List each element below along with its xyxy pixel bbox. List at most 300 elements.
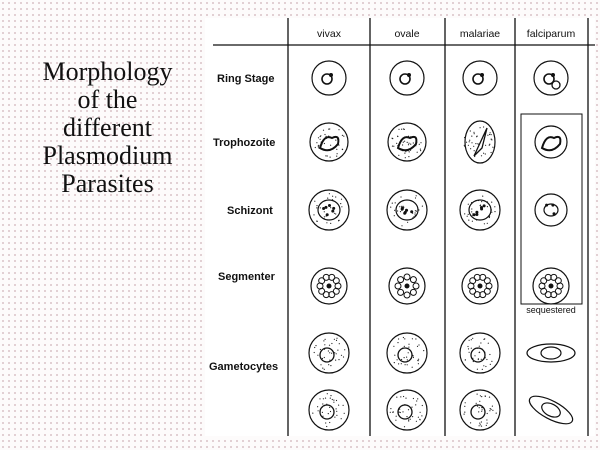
stipple-dot [420, 149, 421, 150]
stipple-dot [331, 353, 332, 354]
merozoite-nucleus [551, 204, 554, 207]
stipple-dot [322, 403, 323, 404]
stipple-dot [394, 215, 395, 216]
stipple-dot [480, 127, 481, 128]
stipple-dot [330, 207, 331, 208]
stipple-dot [422, 405, 423, 406]
stipple-dot [340, 203, 341, 204]
stipple-dot [471, 208, 472, 209]
stipple-dot [471, 136, 472, 137]
stipple-dot [327, 198, 328, 199]
merozoite-nucleus [545, 204, 548, 207]
cell-membrane [387, 390, 427, 430]
cell-schizont-2 [460, 190, 500, 230]
stipple-dot [491, 134, 492, 135]
stipple-dot [489, 134, 490, 135]
stipple-dot [469, 352, 470, 353]
stipple-dot [393, 411, 394, 412]
stipple-dot [480, 424, 481, 425]
stipple-dot [323, 130, 324, 131]
stipple-dot [478, 411, 479, 412]
stipple-dot [408, 419, 409, 420]
cell-drawings [309, 61, 576, 430]
cell-gametocyte-0-0 [309, 333, 349, 373]
stipple-dot [396, 143, 397, 144]
stipple-dot [327, 393, 328, 394]
stipple-dot [344, 349, 345, 350]
diagram-canvas [205, 18, 595, 436]
pigment-center [327, 284, 332, 289]
stipple-dot [338, 129, 339, 130]
title-line-3: different [62, 113, 153, 142]
cell-gametocyte-1-1 [387, 390, 427, 430]
amoeboid-trophozoite [398, 137, 416, 150]
cell-ring-0 [312, 61, 346, 95]
stipple-dot [334, 339, 335, 340]
cell-gametocyte-0-3 [527, 344, 575, 362]
cell-membrane [312, 61, 346, 95]
stipple-dot [422, 206, 423, 207]
stipple-dot [341, 418, 342, 419]
stipple-dot [397, 136, 398, 137]
stipple-dot [479, 346, 480, 347]
stipple-dot [335, 140, 336, 141]
stipple-dot [487, 206, 488, 207]
stipple-dot [400, 412, 401, 413]
stipple-dot [470, 148, 471, 149]
stipple-dot [474, 150, 475, 151]
species-header-malariae: malariae [459, 28, 501, 40]
stipple-dot [464, 213, 465, 214]
stipple-dot [468, 214, 469, 215]
stipple-dot [496, 413, 497, 414]
cell-gametocyte-0-1 [387, 333, 427, 373]
stipple-dot [423, 350, 424, 351]
stipple-dot [491, 409, 492, 410]
stipple-dot [483, 126, 484, 127]
cell-ring-1 [390, 61, 424, 95]
stipple-dot [479, 352, 480, 353]
stipple-dot [329, 352, 330, 353]
stipple-dot [404, 129, 405, 130]
species-header-vivax: vivax [317, 28, 341, 40]
stipple-dot [390, 207, 391, 208]
cell-membrane [309, 390, 349, 430]
sequestered-note: sequestered [526, 305, 576, 315]
chromatin-dot [551, 73, 555, 77]
stipple-dot [490, 408, 491, 409]
merozoite-nucleus [553, 212, 556, 215]
stipple-dot [480, 395, 481, 396]
stipple-dot [485, 145, 486, 146]
stipple-dot [398, 338, 399, 339]
stipple-dot [468, 204, 469, 205]
pigment-center [549, 284, 554, 289]
stipple-dot [320, 139, 321, 140]
band-trophozoite [474, 128, 487, 156]
merozoite [395, 283, 401, 289]
gametocyte-nucleus [320, 348, 334, 362]
stipple-dot [486, 359, 487, 360]
morphology-diagram [205, 18, 595, 436]
stipple-dot [421, 415, 422, 416]
stipple-dot [420, 412, 421, 413]
stipple-dot [417, 398, 418, 399]
cell-membrane [535, 194, 567, 226]
stipple-dot [400, 196, 401, 197]
cell-segmenter-3 [533, 268, 569, 304]
stipple-dot [393, 146, 394, 147]
stipple-dot [320, 364, 321, 365]
stipple-dot [494, 206, 495, 207]
stipple-dot [315, 147, 316, 148]
stipple-dot [336, 415, 337, 416]
title-line-1: Morphology [42, 57, 173, 86]
stipple-dot [343, 356, 344, 357]
stipple-dot [316, 205, 317, 206]
amoeboid-trophozoite [320, 137, 338, 150]
stipple-dot [477, 369, 478, 370]
stipple-dot [408, 352, 409, 353]
cell-gametocyte-1-3 [526, 391, 577, 429]
stipple-dot [318, 410, 319, 411]
stipple-dot [480, 205, 481, 206]
stipple-dot [394, 210, 395, 211]
stipple-dot [474, 355, 475, 356]
cell-membrane [390, 61, 424, 95]
stipple-dot [401, 359, 402, 360]
stipple-dot [408, 144, 409, 145]
stipple-dot [490, 132, 491, 133]
stipple-dot [398, 363, 399, 364]
stipple-dot [469, 141, 470, 142]
stipple-dot [404, 357, 405, 358]
stipple-dot [486, 425, 487, 426]
stipple-dot [485, 366, 486, 367]
stipple-dot [489, 354, 490, 355]
stipple-dot [330, 395, 331, 396]
stipple-dot [420, 150, 421, 151]
merozoite-nucleus [410, 210, 413, 213]
merozoite [413, 283, 419, 289]
stipple-dot [325, 398, 326, 399]
title-line-2: of the [77, 85, 138, 114]
stipple-dot [420, 419, 421, 420]
stipple-dot [408, 409, 409, 410]
amoeboid-trophozoite [542, 137, 560, 150]
stipple-dot [320, 349, 321, 350]
stipple-dot [338, 359, 339, 360]
stipple-dot [407, 142, 408, 143]
stipple-dot [409, 151, 410, 152]
cell-schizont-0 [309, 190, 349, 230]
stipple-dot [325, 422, 326, 423]
stipple-dot [472, 221, 473, 222]
stipple-dot [317, 221, 318, 222]
stipple-dot [410, 144, 411, 145]
stipple-dot [418, 417, 419, 418]
stipple-dot [330, 365, 331, 366]
stipple-dot [412, 338, 413, 339]
stipple-dot [407, 359, 408, 360]
stipple-dot [417, 346, 418, 347]
stage-label-schizont: Schizont [227, 205, 273, 217]
stipple-dot [338, 220, 339, 221]
stipple-dot [314, 347, 315, 348]
stipple-dot [469, 340, 470, 341]
slide-title [10, 58, 205, 198]
ring-parasite [552, 81, 560, 89]
cell-trophozoite-3 [535, 126, 567, 158]
stipple-dot [491, 202, 492, 203]
stipple-dot [401, 206, 402, 207]
stipple-dot [324, 134, 325, 135]
stipple-dot [342, 135, 343, 136]
stipple-dot [410, 419, 411, 420]
stipple-dot [403, 142, 404, 143]
stipple-dot [408, 143, 409, 144]
stipple-dot [418, 363, 419, 364]
pigment-center [478, 284, 483, 289]
stipple-dot [392, 203, 393, 204]
stipple-dot [399, 206, 400, 207]
stipple-dot [487, 413, 488, 414]
stipple-dot [322, 412, 323, 413]
stipple-dot [494, 211, 495, 212]
stipple-dot [490, 364, 491, 365]
stipple-dot [396, 416, 397, 417]
stipple-dot [408, 156, 409, 157]
stipple-dot [408, 347, 409, 348]
stipple-dot [487, 223, 488, 224]
stipple-dot [392, 146, 393, 147]
stipple-dot [491, 361, 492, 362]
stipple-dot [492, 410, 493, 411]
stipple-dot [342, 149, 343, 150]
stipple-dot [404, 346, 405, 347]
stipple-dot [328, 129, 329, 130]
stipple-dot [390, 408, 391, 409]
stipple-dot [325, 155, 326, 156]
stipple-dot [404, 338, 405, 339]
stipple-dot [413, 357, 414, 358]
stipple-dot [324, 357, 325, 358]
title-line-5: Parasites [61, 169, 154, 198]
merozoite-nucleus [322, 207, 325, 210]
stipple-dot [467, 346, 468, 347]
stipple-dot [343, 136, 344, 137]
chromatin-dot [407, 73, 411, 77]
cell-schizont-1 [387, 190, 427, 230]
stipple-dot [469, 140, 470, 141]
stipple-dot [416, 195, 417, 196]
stipple-dot [404, 141, 405, 142]
stipple-dot [479, 407, 480, 408]
stipple-dot [332, 196, 333, 197]
cell-membrane [463, 61, 497, 95]
stipple-dot [328, 413, 329, 414]
stipple-dot [338, 405, 339, 406]
stipple-dot [408, 420, 409, 421]
cell-trophozoite-2 [464, 121, 495, 163]
stipple-dot [401, 363, 402, 364]
stipple-dot [339, 343, 340, 344]
merozoite-nucleus [332, 207, 335, 210]
cell-gametocyte-1-2 [460, 390, 500, 430]
stipple-dot [318, 137, 319, 138]
stipple-dot [407, 364, 408, 365]
stipple-dot [341, 355, 342, 356]
stipple-dot [317, 406, 318, 407]
stipple-dot [392, 138, 393, 139]
cell-membrane [534, 61, 568, 95]
species-header-ovale: ovale [394, 28, 420, 40]
stipple-dot [464, 406, 465, 407]
stipple-dot [473, 132, 474, 133]
stipple-dot [474, 133, 475, 134]
stipple-dot [415, 210, 416, 211]
stipple-dot [402, 144, 403, 145]
stipple-dot [465, 359, 466, 360]
stipple-dot [416, 400, 417, 401]
stipple-dot [333, 402, 334, 403]
stipple-dot [407, 222, 408, 223]
stipple-dot [400, 396, 401, 397]
stipple-dot [327, 155, 328, 156]
cell-segmenter-2 [462, 268, 498, 304]
stipple-dot [483, 339, 484, 340]
cell-membrane [309, 190, 349, 230]
stipple-dot [416, 421, 417, 422]
stipple-dot [418, 360, 419, 361]
stipple-dot [343, 405, 344, 406]
stipple-dot [341, 199, 342, 200]
stipple-dot [486, 419, 487, 420]
merozoite-nucleus [480, 208, 483, 211]
stipple-dot [419, 144, 420, 145]
stipple-dot [465, 402, 466, 403]
stipple-dot [464, 414, 465, 415]
stage-label-ring: Ring Stage [217, 73, 275, 85]
stipple-dot [406, 357, 407, 358]
stipple-dot [483, 153, 484, 154]
stipple-dot [488, 343, 489, 344]
stipple-dot [481, 421, 482, 422]
cell-membrane [526, 391, 577, 429]
stipple-dot [330, 145, 331, 146]
stipple-dot [335, 213, 336, 214]
stipple-dot [412, 416, 413, 417]
schizont-mass [469, 200, 491, 220]
stipple-dot [337, 153, 338, 154]
merozoite-nucleus [401, 208, 404, 211]
stipple-dot [485, 153, 486, 154]
gametocyte-nucleus [398, 348, 412, 362]
stipple-dot [335, 196, 336, 197]
stipple-dot [335, 360, 336, 361]
stipple-dot [395, 202, 396, 203]
stipple-dot [329, 193, 330, 194]
stipple-dot [336, 408, 337, 409]
stipple-dot [323, 398, 324, 399]
title-line-4: Plasmodium [42, 141, 173, 170]
stipple-dot [317, 355, 318, 356]
stipple-dot [477, 136, 478, 137]
crescent-gametocyte [541, 347, 561, 359]
species-header-falciparum: falciparum [526, 28, 576, 40]
stipple-dot [471, 142, 472, 143]
cell-membrane [460, 333, 500, 373]
stipple-dot [398, 129, 399, 130]
merozoite [410, 289, 416, 295]
stipple-dot [418, 359, 419, 360]
cell-gametocyte-1-0 [309, 390, 349, 430]
stipple-dot [464, 145, 465, 146]
stipple-dot [319, 398, 320, 399]
chromatin-dot [329, 73, 333, 77]
stipple-dot [336, 149, 337, 150]
merozoite [404, 274, 410, 280]
stage-label-gametocytes: Gametocytes [209, 361, 279, 373]
merozoite [398, 289, 404, 295]
stipple-dot [398, 155, 399, 156]
stipple-dot [415, 197, 416, 198]
stipple-dot [334, 213, 335, 214]
stipple-dot [337, 350, 338, 351]
stipple-dot [403, 337, 404, 338]
stipple-dot [331, 343, 332, 344]
stipple-dot [336, 340, 337, 341]
stipple-dot [397, 359, 398, 360]
stipple-dot [485, 396, 486, 397]
cell-trophozoite-0 [310, 123, 348, 161]
cell-trophozoite-1 [388, 123, 426, 161]
stipple-dot [471, 348, 472, 349]
stipple-dot [326, 426, 327, 427]
stipple-dot [477, 143, 478, 144]
stipple-dot [464, 137, 465, 138]
merozoite-nucleus [475, 211, 478, 214]
stipple-dot [479, 425, 480, 426]
stipple-dot [476, 403, 477, 404]
stipple-dot [328, 364, 329, 365]
stipple-dot [330, 398, 331, 399]
stipple-dot [468, 348, 469, 349]
cell-gametocyte-0-2 [460, 333, 500, 373]
stipple-dot [336, 400, 337, 401]
stipple-dot [470, 130, 471, 131]
merozoite [410, 277, 416, 283]
stipple-dot [324, 211, 325, 212]
stipple-dot [314, 352, 315, 353]
merozoite [484, 278, 490, 284]
cell-schizont-3 [535, 194, 567, 226]
stipple-dot [320, 135, 321, 136]
merozoite [555, 278, 561, 284]
cell-segmenter-0 [311, 268, 347, 304]
stipple-dot [315, 345, 316, 346]
cell-ring-3 [534, 61, 568, 95]
cell-membrane [460, 190, 500, 230]
crescent-gametocyte [539, 400, 562, 420]
stipple-dot [332, 399, 333, 400]
stipple-dot [481, 411, 482, 412]
cell-membrane [387, 333, 427, 373]
stipple-dot [484, 223, 485, 224]
stipple-dot [329, 422, 330, 423]
stage-label-trophozoite: Trophozoite [213, 137, 276, 149]
stipple-dot [390, 412, 391, 413]
